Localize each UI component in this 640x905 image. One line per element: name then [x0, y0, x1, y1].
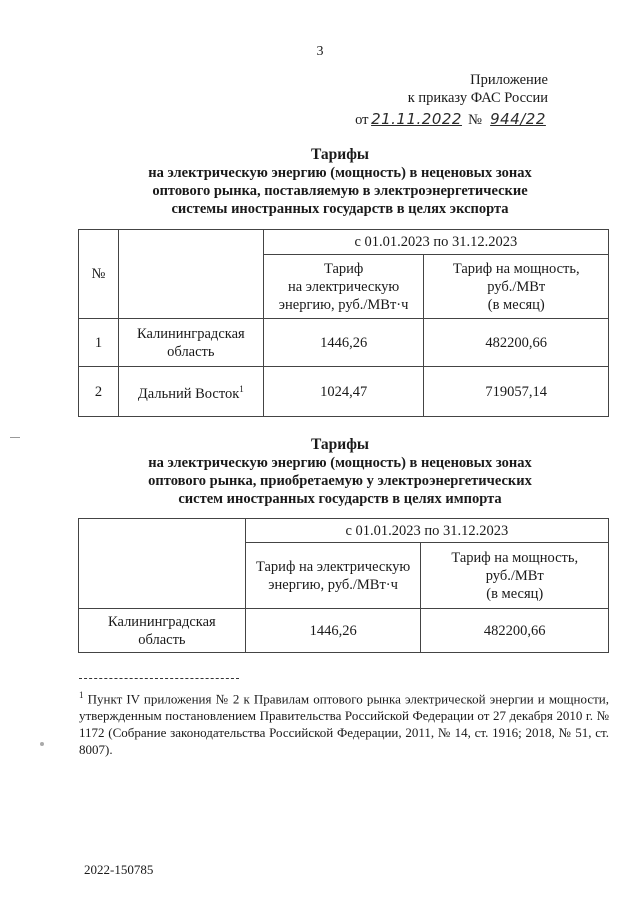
import-tariffs-title	[40, 436, 640, 508]
footnote	[79, 687, 609, 758]
title-heading: Тарифы	[310, 436, 370, 453]
appendix-order-ref: к приказу ФАС России	[407, 90, 548, 106]
footnote-text: Пункт IV приложения № 2 к Правилам оптового рынка электрической энергии и мощности, утвержденным постановлением Правительства Российской Федерации от 27 декабря 2010 г. № 1172 (Собрание законодательства Российской Федерации, 2011, № 14, ст. 1916; 2018, № 51, ст. 8007).	[79, 691, 610, 758]
header-power-tariff: Тариф на мощность, руб./МВт (в месяц)	[424, 255, 609, 319]
document-id: 2022-150785	[84, 862, 154, 877]
table-row	[79, 609, 609, 653]
header-period: с 01.01.2023 по 31.12.2023	[263, 230, 608, 255]
export-tariffs-table	[78, 229, 609, 417]
row-power-tariff: 482200,66	[421, 609, 609, 653]
header-region-empty	[118, 230, 263, 319]
row-energy-tariff: 1446,26	[263, 319, 424, 367]
row-energy-tariff: 1024,47	[263, 367, 424, 417]
scan-mark	[10, 437, 20, 438]
page-number: 3	[316, 44, 324, 59]
title-line: системы иностранных государств в целях экспорта	[171, 201, 509, 217]
appendix-header	[408, 71, 548, 107]
title-line: систем иностранных государств в целях импорта	[178, 491, 502, 507]
header-energy-tariff: Тариф на электрическую энергию, руб./МВт·ч	[263, 255, 424, 319]
row-region: Дальний Восток$^1$	[118, 367, 263, 417]
scan-mark	[40, 742, 44, 746]
header-energy-tariff: Тариф на электрическую энергию, руб./МВт·ч	[245, 543, 421, 609]
title-heading: Тарифы	[310, 146, 370, 163]
title-line: оптового рынка, приобретаемую у электроэнергетических	[148, 473, 532, 489]
row-number: 2	[79, 367, 119, 417]
header-period: с 01.01.2023 по 31.12.2023	[245, 519, 608, 543]
title-line: оптового рынка, поставляемую в электроэнергетические	[152, 183, 528, 199]
table-row	[79, 319, 609, 367]
title-line: на электрическую энергию (мощность) в неценовых зонах	[148, 165, 532, 181]
title-line: на электрическую энергию (мощность) в неценовых зонах	[148, 455, 532, 471]
table-row	[79, 367, 609, 417]
export-tariffs-title	[40, 146, 640, 218]
header-region-empty	[79, 519, 246, 609]
from-label: от	[355, 112, 369, 128]
number-label: №	[468, 112, 482, 128]
footnote-ref: 1	[239, 384, 244, 395]
handwritten-order-number: 944/22	[490, 110, 546, 128]
order-date-number-line	[355, 110, 554, 129]
handwritten-date: 21.11.2022	[371, 110, 462, 128]
row-power-tariff: 482200,66	[424, 319, 609, 367]
footnote-separator	[79, 678, 239, 679]
row-region: Калининградская область	[79, 609, 246, 653]
row-number: 1	[79, 319, 119, 367]
import-tariffs-table	[78, 518, 609, 653]
header-power-tariff: Тариф на мощность, руб./МВт (в месяц)	[421, 543, 609, 609]
header-number: №	[79, 230, 119, 319]
row-power-tariff: 719057,14	[424, 367, 609, 417]
appendix-label: Приложение	[470, 72, 548, 88]
footnote-marker: 1	[79, 690, 84, 700]
row-region: Калининградская область	[118, 319, 263, 367]
row-energy-tariff: 1446,26	[245, 609, 421, 653]
